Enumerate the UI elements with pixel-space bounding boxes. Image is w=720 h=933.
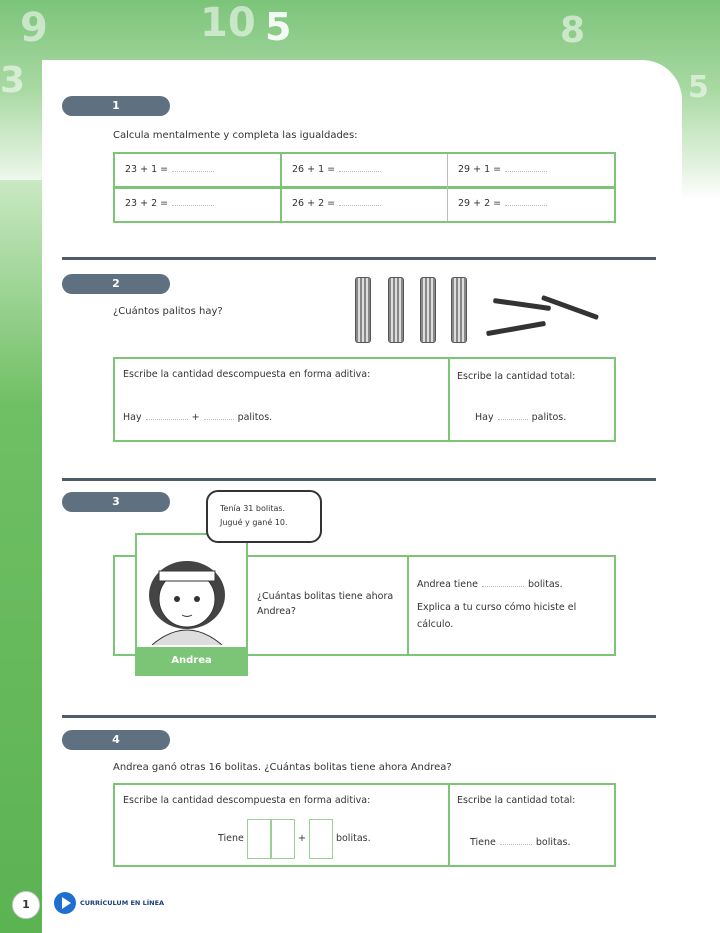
label: Tiene — [218, 833, 244, 844]
section-1-instruction: Calcula mentalmente y completa las igualdades: — [113, 130, 358, 141]
answer-blank[interactable] — [505, 205, 547, 206]
label: bolitas. — [528, 579, 563, 590]
logo-text: CURRÍCULUM EN LÍNEA — [80, 899, 165, 907]
right-prompt: Escribe la cantidad total: — [457, 371, 576, 382]
character-name: Andrea — [137, 647, 246, 674]
label: Hay — [123, 412, 142, 423]
label: bolitas. — [335, 833, 371, 844]
section-divider — [62, 715, 656, 718]
girl-illustration — [137, 535, 246, 645]
answer-blank[interactable] — [482, 586, 524, 587]
plus-sign: + — [191, 412, 200, 423]
answer-blank[interactable] — [505, 171, 547, 172]
answer-blank[interactable] — [204, 419, 234, 420]
play-logo-icon — [53, 891, 77, 915]
section-2-badge: 2 — [62, 274, 170, 294]
plus-sign: + — [297, 833, 306, 844]
explain-prompt: Explica a tu curso cómo hiciste el cálculo. — [417, 602, 577, 630]
section-4-question: Andrea ganó otras 16 bolitas. ¿Cuántas bolitas tiene ahora Andrea? — [113, 762, 452, 773]
header-background: 9 10 5 8 5 3 — [0, 0, 720, 200]
section-4-answer-box — [113, 783, 616, 867]
section-2-answer-box — [113, 357, 616, 442]
label: palitos. — [531, 412, 567, 423]
page-number: 1 — [12, 891, 40, 919]
tens-digit-box[interactable] — [247, 819, 271, 859]
answer-blank[interactable] — [500, 844, 532, 845]
units-digit-box[interactable] — [271, 819, 295, 859]
section-divider — [62, 478, 656, 481]
equation: 29 + 2 = — [458, 198, 502, 209]
label: Hay — [475, 412, 494, 423]
equation: 23 + 2 = — [125, 198, 169, 209]
section-1-badge: 1 — [62, 96, 170, 116]
label: Tiene — [470, 837, 496, 848]
section-3-badge: 3 — [62, 492, 170, 512]
left-prompt: Escribe la cantidad descompuesta en forma aditiva: — [123, 369, 371, 380]
label: Andrea tiene — [417, 579, 479, 590]
equation: 26 + 1 = — [292, 164, 336, 175]
section-divider — [62, 257, 656, 260]
equations-table — [113, 152, 616, 223]
left-prompt: Escribe la cantidad descompuesta en forma aditiva: — [123, 795, 371, 806]
answer-blank[interactable] — [498, 419, 528, 420]
addend-digit-box[interactable] — [309, 819, 333, 859]
equation: 29 + 1 = — [458, 164, 502, 175]
section-3-question: ¿Cuántas bolitas tiene ahora Andrea? — [257, 591, 394, 617]
character-card — [135, 533, 248, 676]
answer-blank[interactable] — [172, 205, 214, 206]
equation: 23 + 1 = — [125, 164, 169, 175]
speech-bubble: Tenía 31 bolitas. Jugué y gané 10. — [206, 490, 322, 543]
logo — [53, 891, 164, 915]
answer-blank[interactable] — [146, 419, 188, 420]
label: palitos. — [237, 412, 273, 423]
left-green-strip — [0, 180, 45, 933]
right-prompt: Escribe la cantidad total: — [457, 795, 576, 806]
equation: 26 + 2 = — [292, 198, 336, 209]
label: bolitas. — [535, 837, 571, 848]
answer-blank[interactable] — [172, 171, 214, 172]
section-2-question: ¿Cuántos palitos hay? — [113, 306, 223, 317]
section-4-badge: 4 — [62, 730, 170, 750]
answer-blank[interactable] — [339, 171, 381, 172]
answer-blank[interactable] — [339, 205, 381, 206]
